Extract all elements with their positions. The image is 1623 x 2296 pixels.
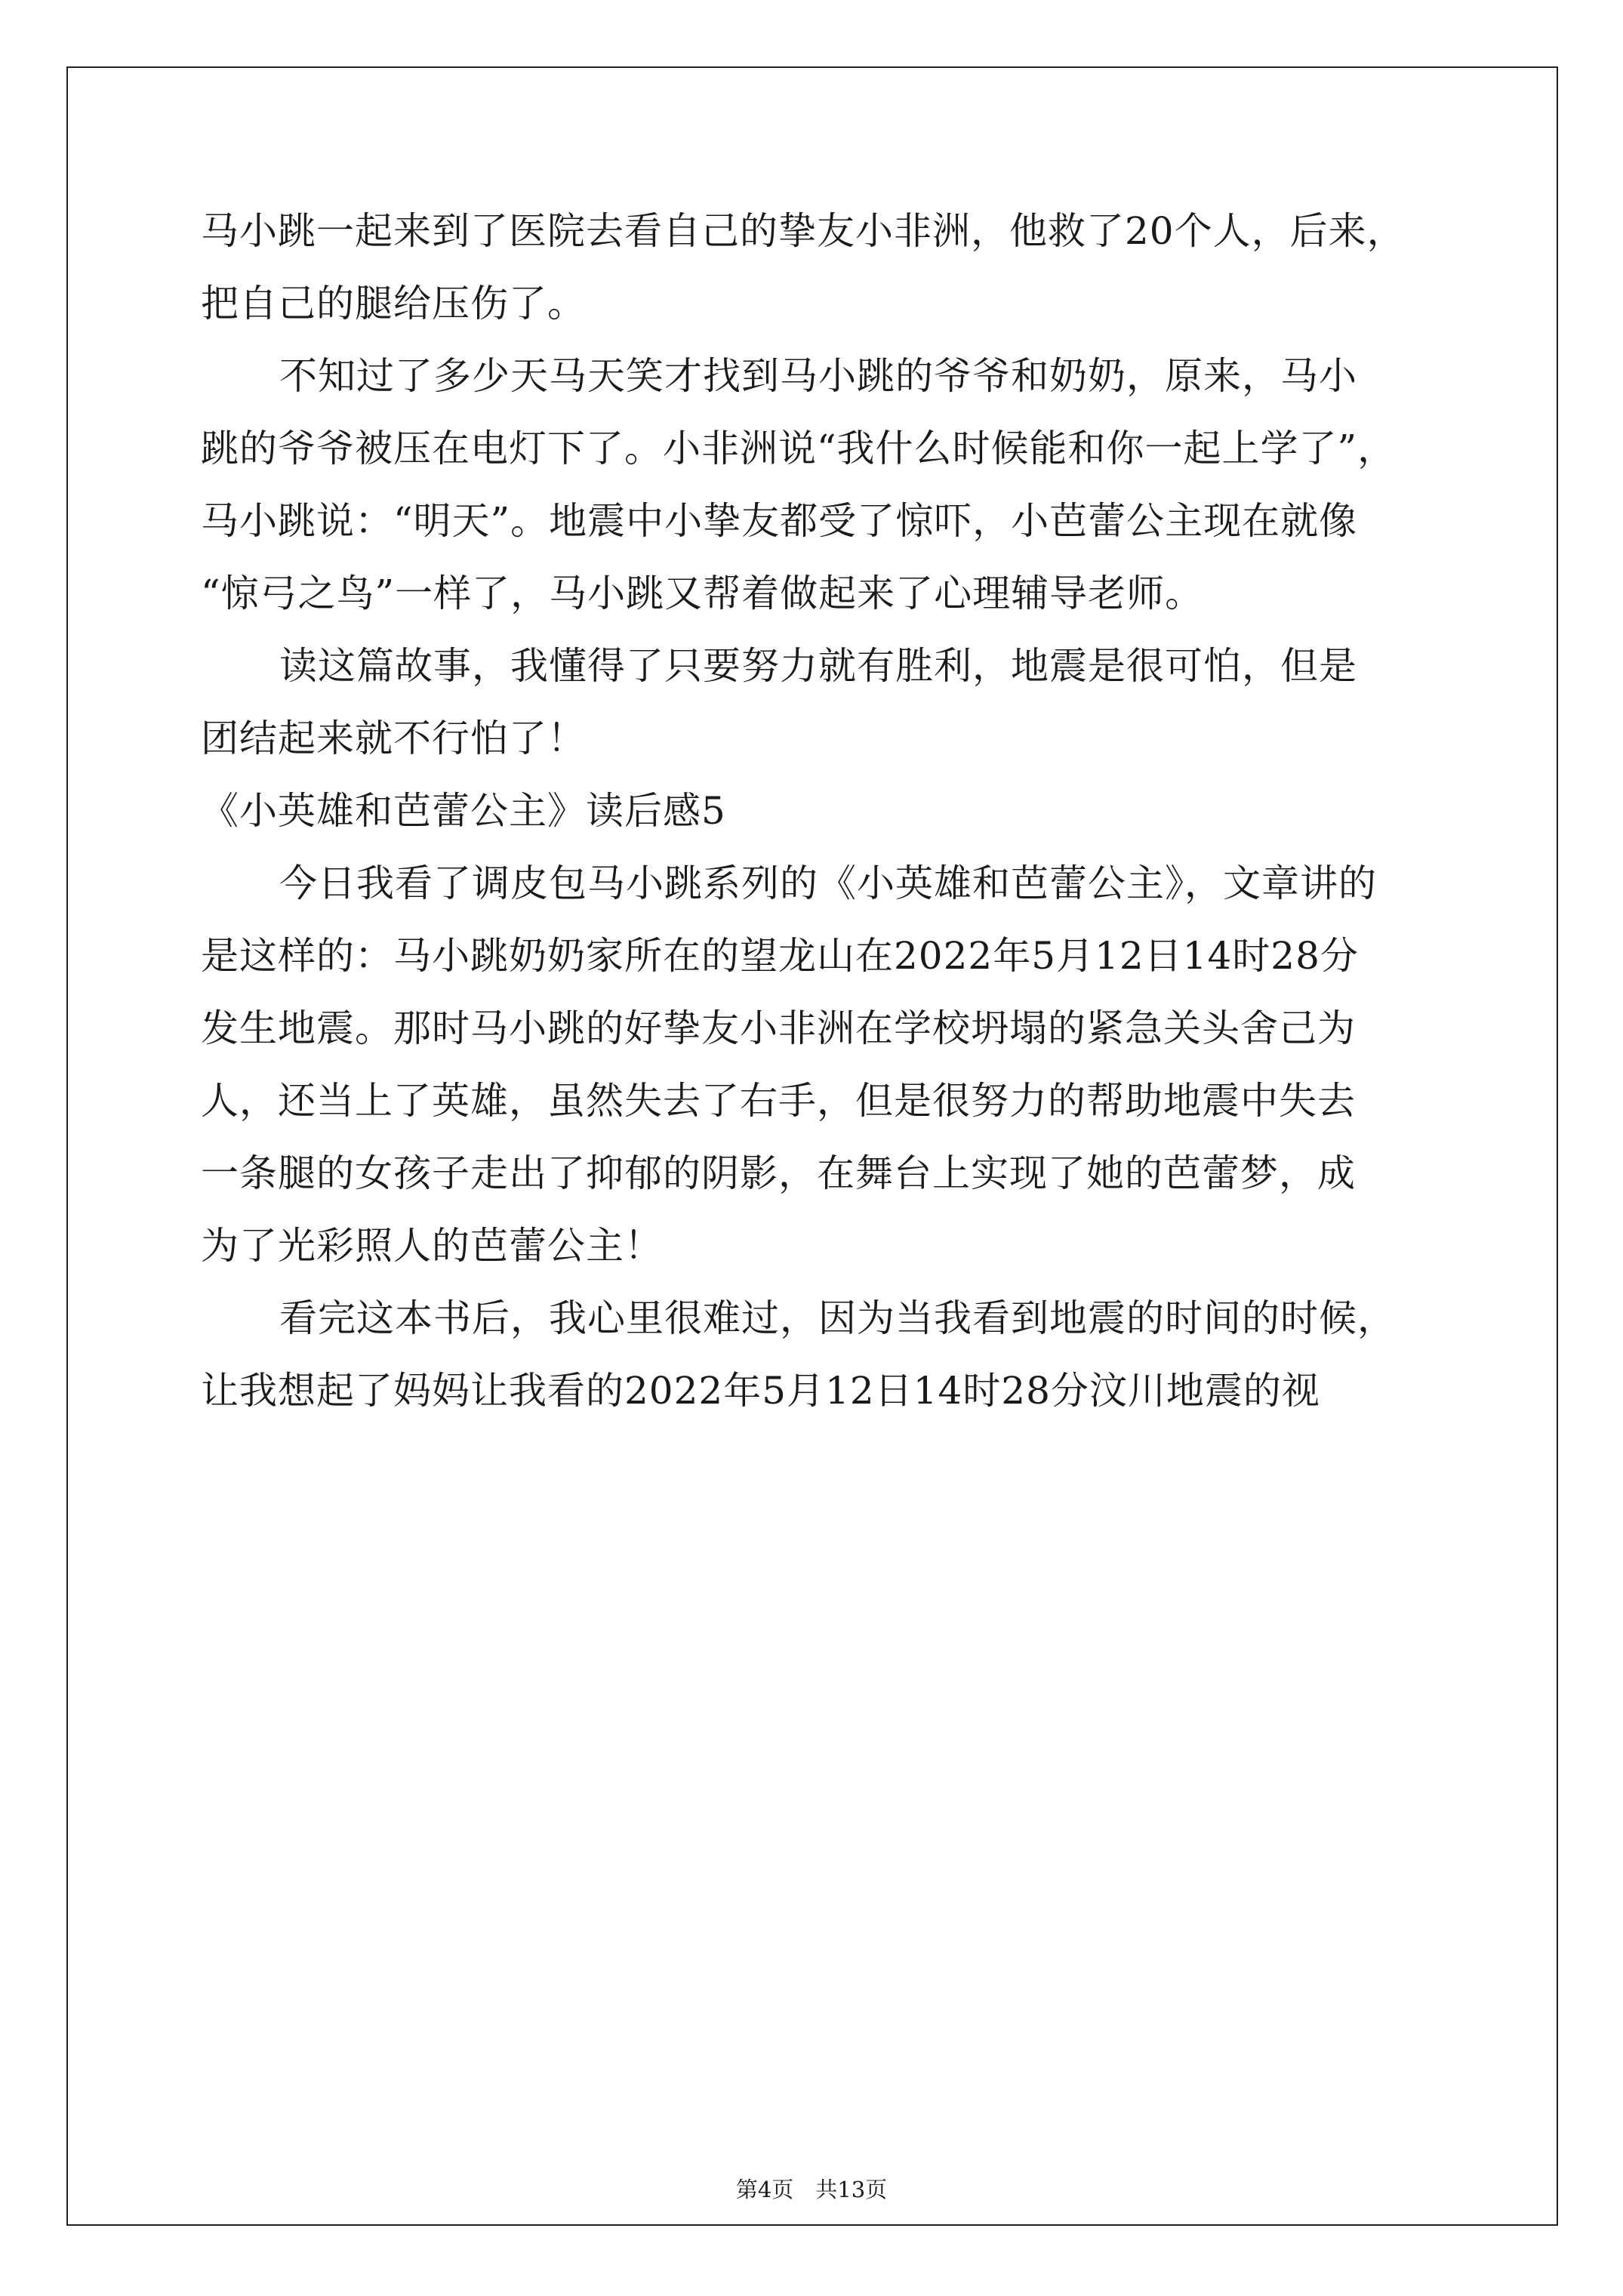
section-heading: 《小英雄和芭蕾公主》读后感5 <box>201 789 726 833</box>
paragraph-line: 看完这本书后，我心里很难过，因为当我看到地震的时间的时候， <box>279 1296 1396 1340</box>
paragraph-line: 团结起来就不行怕了！ <box>201 717 586 760</box>
paragraph-line: “惊弓之鸟”一样了，马小跳又帮着做起来了心理辅导老师。 <box>201 572 1204 615</box>
paragraph-line: 一条腿的女孩子走出了抑郁的阴影，在舞台上实现了她的芭蕾梦，成 <box>201 1151 1356 1195</box>
paragraph-line: 不知过了多少天马天笑才找到马小跳的爷爷和奶奶，原来，马小 <box>279 354 1357 398</box>
paragraph-line: 为了光彩照人的芭蕾公主！ <box>201 1224 663 1268</box>
paragraph-line: 跳的爷爷被压在电灯下了。小非洲说“我什么时候能和你一起上学了”， <box>201 427 1397 470</box>
paragraph-line: 马小跳说：“明天”。地震中小挚友都受了惊吓，小芭蕾公主现在就像 <box>201 499 1358 543</box>
paragraph-line: 读这篇故事，我懂得了只要努力就有胜利，地震是很可怕，但是 <box>279 644 1357 688</box>
paragraph-line: 让我想起了妈妈让我看的2022年5月12日14时28分汶川地震的视 <box>201 1369 1320 1413</box>
paragraph-line: 今日我看了调皮包马小跳系列的《小英雄和芭蕾公主》，文章讲的 <box>279 861 1377 905</box>
paragraph-line: 是这样的：马小跳奶奶家所在的望龙山在2022年5月12日14时28分 <box>201 934 1359 978</box>
paragraph-line: 发生地震。那时马小跳的好挚友小非洲在学校坍塌的紧急关头舍己为 <box>201 1006 1356 1050</box>
paragraph-line: 马小跳一起来到了医院去看自己的挚友小非洲，他救了20个人，后来， <box>201 209 1406 253</box>
page-number-footer: 第4页 共13页 <box>735 2177 888 2202</box>
paragraph-line: 把自己的腿给压伤了。 <box>201 282 586 325</box>
document-body <box>201 195 1439 1427</box>
paragraph-line: 人，还当上了英雄，虽然失去了右手，但是很努力的帮助地震中失去 <box>201 1079 1356 1123</box>
